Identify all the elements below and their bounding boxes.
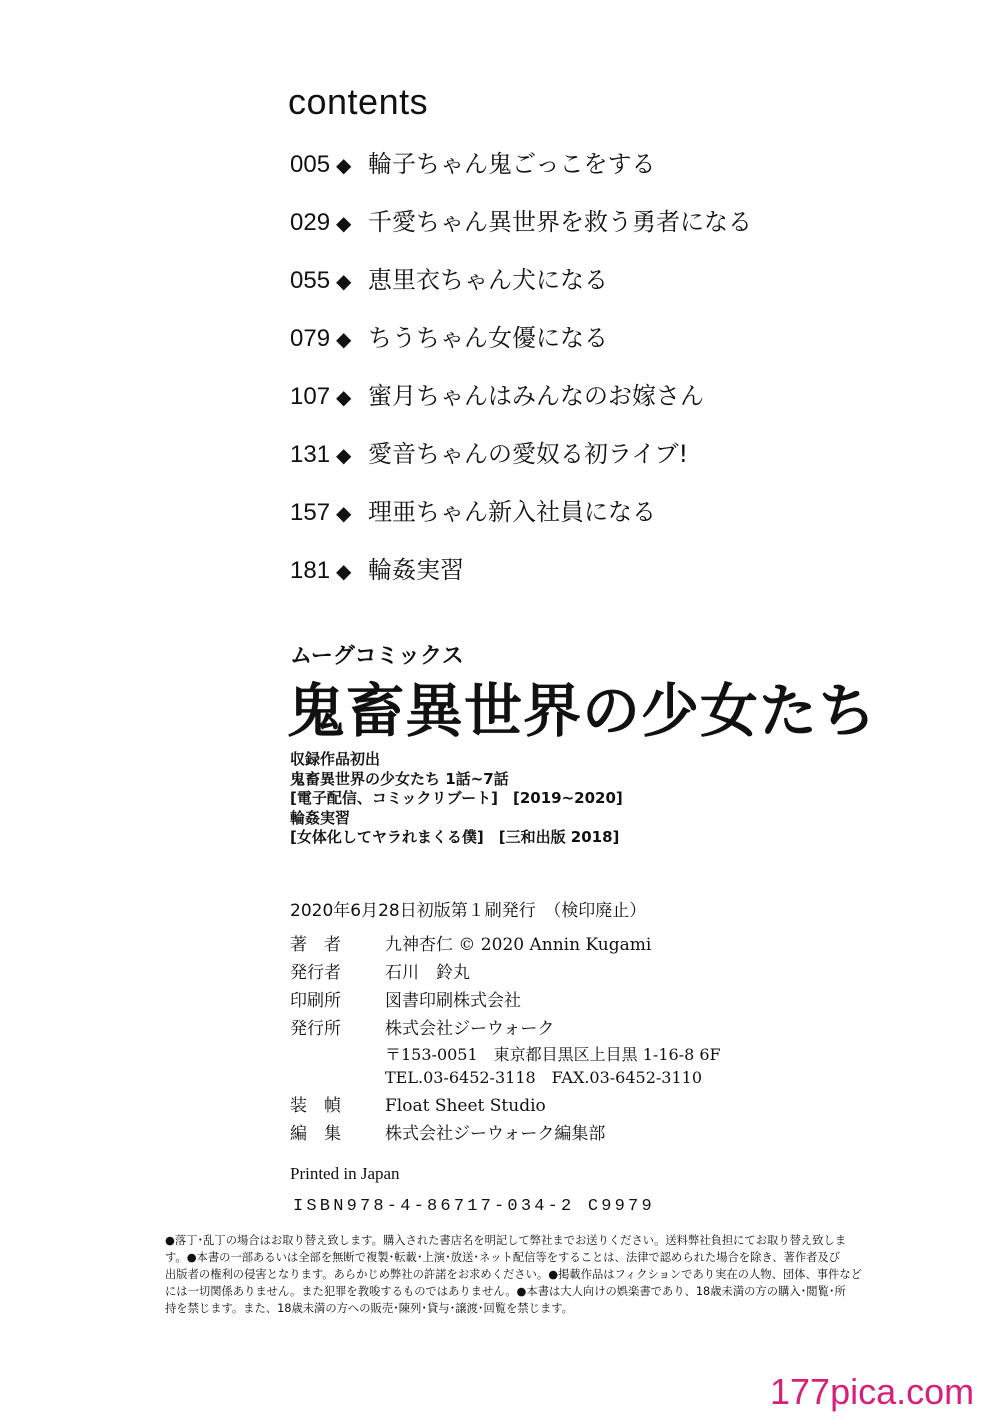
- publisher-address: 〒153-0051 東京都目黒区上目黒 1-16-8 6F: [385, 1045, 721, 1064]
- toc-page-number: 055: [290, 267, 331, 294]
- legal-notice-line: す。●本書の一部あるいは全部を無断で複製･転載･上演･放送･ネット配信等をすることは、法律で認められた場合を除き、著作者及び: [165, 1251, 841, 1264]
- diamond-icon: ◆: [336, 211, 352, 235]
- toc-title: 理亜ちゃん新入社員になる: [368, 498, 656, 526]
- printer-row: [290, 989, 521, 1013]
- toc-title: ちうちゃん女優になる: [368, 324, 608, 352]
- book-title: 鬼畜異世界の少女たち: [287, 677, 878, 745]
- toc-title: 恵里衣ちゃん犬になる: [368, 266, 608, 294]
- isbn: ISBN978-4-86717-034-2 C9979: [293, 1197, 655, 1216]
- toc-page-number: 157: [290, 499, 331, 526]
- original-publication: [290, 750, 623, 848]
- toc-item: [290, 322, 608, 354]
- printer-value: 図書印刷株式会社: [385, 991, 521, 1011]
- design-value: Float Sheet Studio: [385, 1096, 546, 1116]
- toc-page-number: 079: [290, 325, 331, 352]
- legal-notice-line: 持を禁じます。また、18歳未満の方への販売･陳列･貸与･譲渡･回覧を禁じます。: [165, 1302, 573, 1315]
- design-label: 装 幀: [290, 1096, 341, 1116]
- author-label: 著 者: [290, 935, 341, 955]
- toc-page-number: 181: [290, 557, 331, 584]
- toc-title: 輪姦実習: [368, 556, 464, 584]
- legal-notice-line: ●落丁･乱丁の場合はお取り替え致します。購入された書店名を明記して弊社までお送りください。送料弊社負担にてお取り替え致しま: [165, 1234, 847, 1247]
- diamond-icon: ◆: [336, 153, 352, 177]
- watermark: 177pica.com: [770, 1371, 975, 1412]
- printed-in: Printed in Japan: [290, 1164, 400, 1183]
- diamond-icon: ◆: [336, 501, 352, 525]
- original-publication-line: [女体化してヤラれまくる僕] [三和出版 2018]: [290, 828, 620, 846]
- diamond-icon: ◆: [336, 327, 352, 351]
- toc-title: 蜜月ちゃんはみんなのお嫁さん: [368, 382, 704, 410]
- toc-item: [290, 554, 464, 586]
- publisher-person-row: [290, 961, 470, 985]
- diamond-icon: ◆: [336, 559, 352, 583]
- legal-notice-line: には一切関係ありません。また犯罪を教唆するものではありません。●本書は大人向けの娯楽書であり、18歳未満の方の購入･閲覧･所: [165, 1285, 846, 1298]
- publisher-row: [290, 1017, 554, 1041]
- toc-item: [290, 206, 752, 238]
- diamond-icon: ◆: [336, 385, 352, 409]
- toc-title: 愛音ちゃんの愛奴る初ライブ!: [368, 440, 689, 468]
- editor-label: 編 集: [290, 1124, 341, 1144]
- toc-item: [290, 380, 704, 412]
- original-publication-line: 鬼畜異世界の少女たち 1話~7話: [290, 769, 509, 788]
- author-row: [290, 933, 651, 957]
- toc-item: [290, 496, 656, 528]
- imprint-label: ムーグコミックス: [290, 644, 464, 669]
- toc-item: [290, 148, 656, 180]
- publisher-phone-fax: TEL.03-6452-3118 FAX.03-6452-3110: [385, 1068, 703, 1087]
- toc-title: 輪子ちゃん鬼ごっこをする: [368, 150, 656, 178]
- printer-label: 印刷所: [290, 991, 341, 1011]
- contents-heading: contents: [288, 81, 429, 122]
- legal-notice-line: 出版者の権利の侵害となります。あらかじめ弊社の許諾をお求めください。●掲載作品はフィクションであり実在の人物、団体、事件など: [165, 1268, 862, 1281]
- publisher-person-label: 発行者: [290, 963, 341, 983]
- original-publication-line: [電子配信、コミックリブート] [2019~2020]: [290, 789, 623, 807]
- toc-page-number: 029: [290, 209, 331, 236]
- editor-value: 株式会社ジーウォーク編集部: [385, 1124, 606, 1144]
- diamond-icon: ◆: [336, 269, 352, 293]
- toc-page-number: 107: [290, 383, 331, 410]
- publisher-value: 株式会社ジーウォーク: [385, 1019, 555, 1039]
- diamond-icon: ◆: [336, 443, 352, 467]
- toc-page-number: 131: [290, 441, 331, 468]
- legal-notice: [165, 1232, 862, 1317]
- edition-date: 2020年6月28日初版第１刷発行 （検印廃止）: [290, 901, 647, 921]
- publisher-label: 発行所: [290, 1019, 341, 1039]
- editor-row: [290, 1122, 605, 1146]
- original-publication-line: 輪姦実習: [290, 808, 351, 827]
- toc-title: 千愛ちゃん異世界を救う勇者になる: [368, 208, 752, 236]
- design-row: [290, 1094, 546, 1118]
- toc-page-number: 005: [290, 151, 331, 178]
- original-publication-line: 収録作品初出: [290, 750, 381, 768]
- publisher-person-value: 石川 鈴丸: [385, 963, 470, 983]
- author-value: 九神杏仁 © 2020 Annin Kugami: [385, 935, 652, 955]
- toc-item: [290, 438, 688, 470]
- toc-item: [290, 264, 608, 296]
